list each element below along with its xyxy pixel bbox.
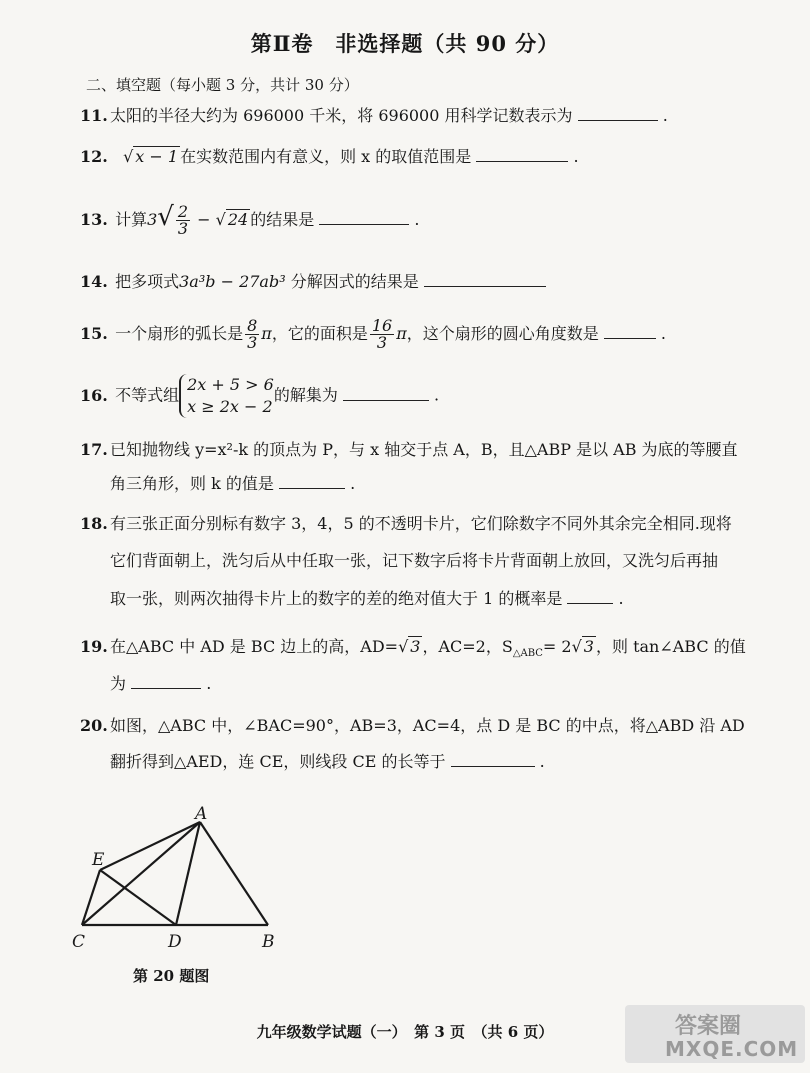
denominator: 3 <box>376 333 388 352</box>
question-number: 17. <box>80 440 108 459</box>
fraction <box>370 318 394 351</box>
figure-caption: 第 20 题图 <box>133 967 210 985</box>
pi-symbol: π <box>261 324 272 343</box>
label-e: E <box>92 850 105 870</box>
question-19: 19. 在△ABC 中 AD 是 BC 边上的高，AD=√ 3 ，AC=2，$S_{\triangle ABC}= 2√$ 3 ，则 tan∠ABC 的值 <box>80 637 746 660</box>
question-number: 20. <box>80 716 108 735</box>
question-number: 15. <box>80 324 108 343</box>
watermark-url: MXQE.COM <box>665 1037 799 1061</box>
punct: . <box>350 474 356 493</box>
subscript: △ABC <box>512 648 543 660</box>
question-text: 分解因式的结果是 <box>290 272 419 291</box>
question-18-cont2 <box>110 589 624 609</box>
question-text: 的结果是 <box>250 210 315 229</box>
punct: . <box>660 324 666 343</box>
punct: . <box>662 106 668 125</box>
question-text: 如图，△ABC 中，∠BAC=90°，AB=3，AC=4，点 D 是 BC 的中点，将△ABD 沿 AD <box>110 716 745 735</box>
question-18 <box>80 514 732 534</box>
question-12 <box>80 146 579 167</box>
answer-blank <box>319 210 409 225</box>
question-text: ，则 tan∠ABC 的值 <box>595 637 746 656</box>
question-text: 太阳的半径大约为 696000 千米，将 696000 用科学记数表示为 <box>110 106 573 125</box>
question-text: ，这个扇形的圆心角度数是 <box>406 324 599 343</box>
sqrt-expression: √ x − 1 <box>123 147 179 166</box>
answer-blank <box>567 589 613 604</box>
radicand: 3 <box>410 637 421 656</box>
inequality: 2x + 5 > 6 <box>187 375 274 394</box>
question-text: 翻折得到△AED，连 CE，则线段 CE 的长等于 <box>110 752 446 771</box>
question-text: 它们背面朝上，洗匀后从中任取一张，记下数字后将卡片背面朝上放回，又洗匀后再抽 <box>110 551 719 570</box>
question-text: = 2 <box>542 637 572 656</box>
segment-ed <box>100 870 176 925</box>
answer-blank <box>343 386 429 401</box>
label-c: C <box>72 932 86 952</box>
question-text: ，AC=2，S <box>422 637 513 656</box>
radicand: 24 <box>227 210 249 229</box>
math-expression: 3a³b − 27ab³ <box>179 272 286 291</box>
numerator: 16 <box>371 316 393 335</box>
punct: . <box>618 589 624 608</box>
question-number: 19. <box>80 637 108 656</box>
question-number: 12. <box>80 147 108 166</box>
sqrt-sign: √ <box>157 202 174 232</box>
minus-sign: − <box>197 210 211 229</box>
question-text: 取一张，则两次抽得卡片上的数字的差的绝对值大于 1 的概率是 <box>110 589 563 608</box>
question-13: 13. 计算3√ $\frac{2}{3}$ − √ 24 的结果是 . <box>80 202 420 238</box>
question-text: 一个扇形的弧长是 <box>115 324 244 343</box>
answer-blank <box>578 106 658 121</box>
segment-ab <box>200 822 268 925</box>
question-19-cont <box>110 674 211 694</box>
question-text: ，它的面积是 <box>271 324 368 343</box>
answer-blank <box>279 474 345 489</box>
question-15 <box>80 318 666 351</box>
question-text: 在△ABC 中 AD 是 BC 边上的高，AD= <box>110 637 399 656</box>
label-b: B <box>262 932 275 952</box>
question-text: 角三角形，则 k 的值是 <box>110 474 274 493</box>
watermark-text: 答案圈 <box>675 1014 742 1039</box>
question-16 <box>80 374 439 418</box>
numerator: 2 <box>177 202 189 221</box>
radicand: 3 <box>583 637 594 656</box>
denominator: 3 <box>177 219 189 238</box>
answer-blank <box>131 674 201 689</box>
numerator: 8 <box>247 316 258 335</box>
denominator: 3 <box>247 333 258 352</box>
question-number: 11. <box>80 106 108 125</box>
question-20 <box>80 716 745 736</box>
fraction <box>176 204 190 237</box>
watermark-logo <box>625 1005 805 1063</box>
coefficient: 3 <box>147 210 158 229</box>
segment-ea <box>100 822 200 870</box>
punct: . <box>414 210 420 229</box>
question-text: 计算 <box>115 210 148 229</box>
question-text: 的解集为 <box>273 385 338 405</box>
question-11 <box>80 106 668 126</box>
question-number: 13. <box>80 210 108 229</box>
question-text: 在实数范围内有意义，则 x 的取值范围是 <box>180 147 472 166</box>
question-text: 有三张正面分别标有数字 3，4，5 的不透明卡片，它们除数字不同外其余完全相同.现将 <box>110 514 732 533</box>
pi-symbol: π <box>396 324 407 343</box>
question-text: 把多项式 <box>115 272 180 291</box>
label-d: D <box>168 932 182 952</box>
question-17-cont <box>110 474 355 494</box>
answer-blank <box>451 752 535 767</box>
question-text: 为 <box>110 674 127 693</box>
answer-blank <box>604 324 656 339</box>
question-20-cont <box>110 752 545 772</box>
question-number: 18. <box>80 514 108 533</box>
question-14 <box>80 272 546 292</box>
question-text: 不等式组 <box>115 385 180 405</box>
question-number: 16. <box>80 385 108 405</box>
segment-ad <box>176 822 200 925</box>
punct: . <box>434 385 440 405</box>
geometry-figure <box>70 805 290 955</box>
page-footer: 九年级数学试题（一） 第 3 页 （共 6 页） <box>256 1023 554 1041</box>
fraction <box>245 318 259 351</box>
answer-blank <box>476 147 568 162</box>
label-a: A <box>195 805 208 824</box>
section-heading: 二、填空题（每小题 3 分，共计 30 分） <box>86 76 359 94</box>
question-text: 已知抛物线 y=x²-k 的顶点为 P，与 x 轴交于点 A，B，且△ABP 是以 AB 为底的等腰直 <box>110 440 738 459</box>
inequality-system <box>179 374 274 418</box>
punct: . <box>539 752 545 771</box>
question-18-cont <box>110 551 718 571</box>
answer-blank <box>424 272 546 287</box>
page-title: 第Ⅱ卷 非选择题（共 90 分） <box>250 31 560 56</box>
radicand: x − 1 <box>135 147 179 166</box>
punct: . <box>206 674 212 693</box>
punct: . <box>573 147 579 166</box>
question-17 <box>80 440 738 460</box>
question-number: 14. <box>80 272 108 291</box>
inequality: x ≥ 2x − 2 <box>187 397 273 416</box>
